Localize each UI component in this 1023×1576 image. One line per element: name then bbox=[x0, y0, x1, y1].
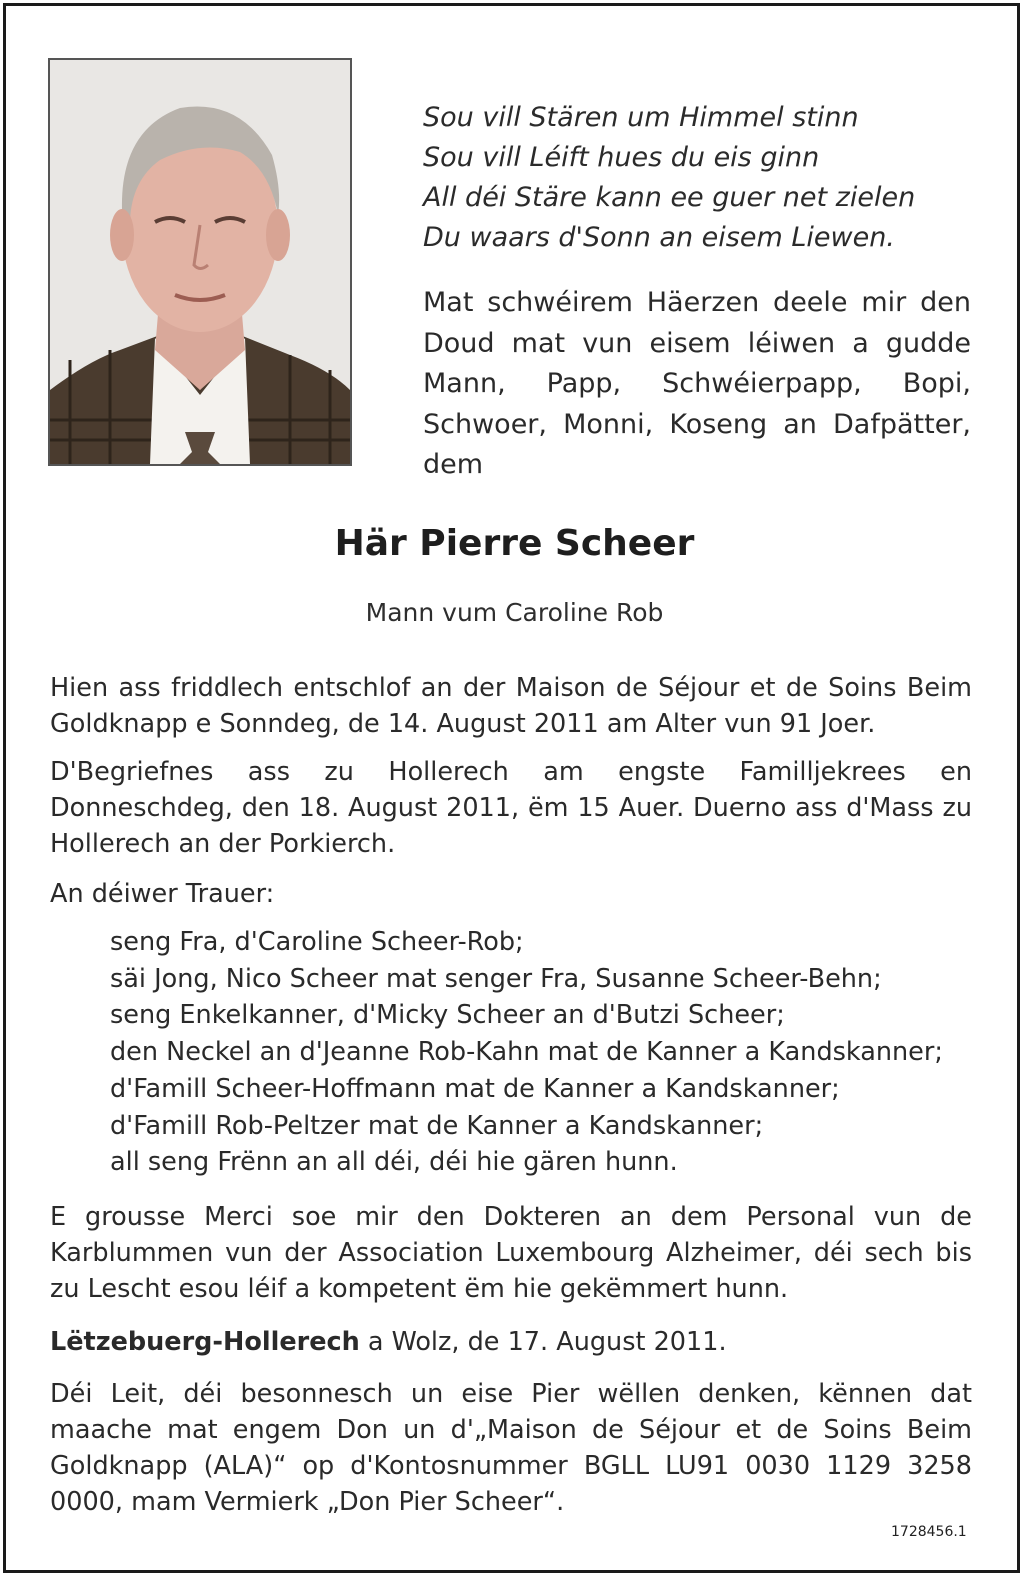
mourner-line: den Neckel an d'Jeanne Rob-Kahn mat de Kanner a Kandskanner; bbox=[110, 1037, 943, 1068]
reference-number: 1728456.1 bbox=[891, 1524, 967, 1540]
poem bbox=[423, 98, 983, 258]
donation-paragraph: Déi Leit, déi besonnesch un eise Pier wëllen denken, kënnen dat maache mat engem Don un d'„Maison de Séjour et de Soins Beim Goldknapp (ALA)“ op d'Kontosnummer BGLL LU91 0030 1129 3258 0000, mam Vermierk „Don Pier Scheer“. bbox=[50, 1379, 972, 1517]
obituary-notice bbox=[3, 3, 1020, 1573]
poem-line: Sou vill Stären um Himmel stinn bbox=[423, 102, 859, 133]
poem-line: Sou vill Léift hues du eis ginn bbox=[423, 142, 820, 173]
funeral-paragraph: D'Begriefnes ass zu Hollerech am engste Familljekrees en Donneschdeg, den 18. August 2011, ëm 15 Auer. Duerno ass d'Mass zu Hollerech an der Porkierch. bbox=[50, 757, 972, 859]
poem-line: Du waars d'Sonn an eisem Liewen. bbox=[423, 222, 895, 253]
mourner-line: all seng Frënn an all déi, déi hie gären hunn. bbox=[110, 1147, 678, 1178]
mourner-line: säi Jong, Nico Scheer mat senger Fra, Susanne Scheer-Behn; bbox=[110, 963, 882, 994]
mourner-line: d'Famill Rob-Peltzer mat de Kanner a Kandskanner; bbox=[110, 1110, 764, 1141]
death-paragraph: Hien ass friddlech entschlof an der Maison de Séjour et de Soins Beim Goldknapp e Sonndeg, de 14. August 2011 am Alter vun 91 Joer. bbox=[50, 673, 972, 739]
place-date-line bbox=[50, 1324, 972, 1360]
thanks-paragraph: E grousse Merci soe mir den Dokteren an dem Personal vun de Karblummen vun der Association Luxembourg Alzheimer, déi sech bis zu Lescht esou léif a kompetent ëm hie gekëmmert hunn. bbox=[50, 1202, 972, 1304]
deceased-name: Här Pierre Scheer bbox=[334, 523, 695, 564]
spouse-line: Mann vum Caroline Rob bbox=[365, 598, 664, 627]
place-date: a Wolz, de 17. August 2011. bbox=[359, 1327, 727, 1357]
poem-line: All déi Stäre kann ee guer net zielen bbox=[423, 182, 916, 213]
mourners-list bbox=[110, 924, 990, 1181]
mourners-heading: An déiwer Trauer: bbox=[50, 879, 275, 909]
portrait-photo bbox=[48, 58, 352, 466]
mourner-line: seng Fra, d'Caroline Scheer-Rob; bbox=[110, 927, 524, 957]
mourner-line: seng Enkelkanner, d'Micky Scheer an d'Butzi Scheer; bbox=[110, 1000, 785, 1031]
announcement-intro: Mat schwéirem Häerzen deele mir den Doud mat vun eisem léiwen a gudde Mann, Papp, Schwéierpapp, Bopi, Schwoer, Monni, Koseng an Dafpätter, dem bbox=[423, 287, 971, 480]
place-name: Lëtzebuerg-Hollerech bbox=[50, 1327, 360, 1357]
mourner-line: d'Famill Scheer-Hoffmann mat de Kanner a Kandskanner; bbox=[110, 1073, 840, 1104]
